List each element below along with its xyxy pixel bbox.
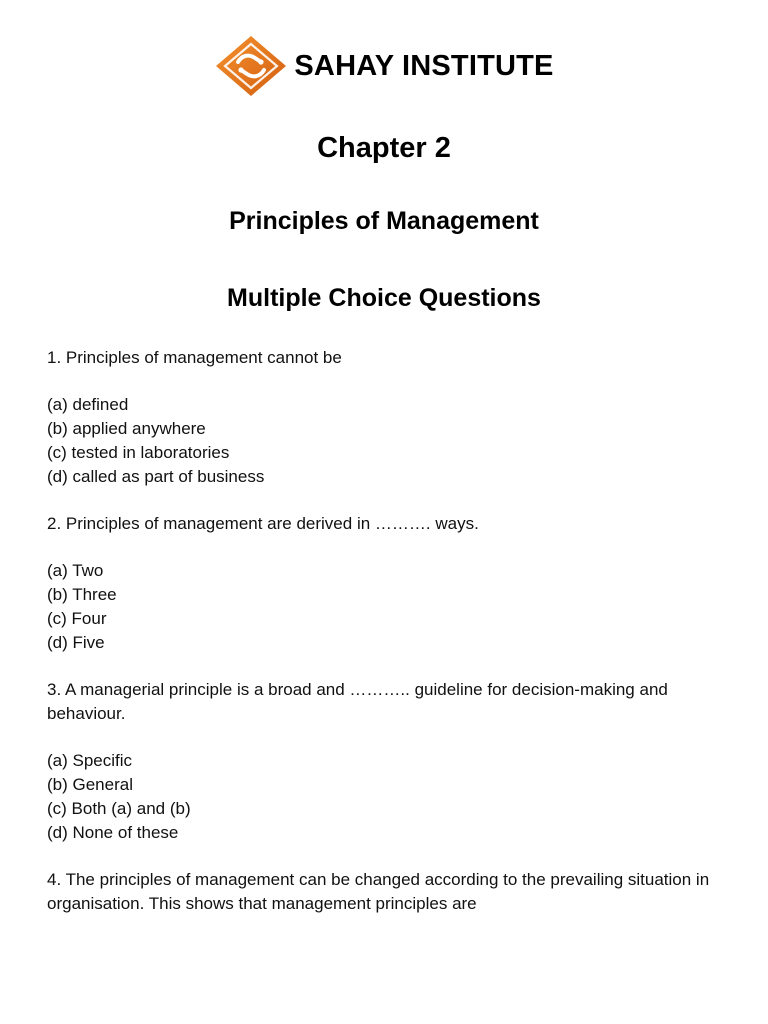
question-text: 2. Principles of management are derived in ………. ways. bbox=[47, 514, 479, 533]
page-header bbox=[0, 34, 768, 98]
option-list bbox=[47, 749, 727, 845]
chapter-title: Chapter 2 bbox=[317, 132, 451, 164]
option-item: (c) Both (a) and (b) bbox=[47, 799, 191, 818]
option-item: (c) Four bbox=[47, 609, 107, 628]
option-item: (d) None of these bbox=[47, 823, 179, 842]
section-title: Multiple Choice Questions bbox=[227, 284, 541, 312]
diamond-handshake-logo-icon bbox=[214, 34, 288, 98]
question-text: 1. Principles of management cannot be bbox=[47, 348, 342, 367]
question-text: 3. A managerial principle is a broad and ……….. guideline for decision-making and behaviour. bbox=[47, 680, 668, 723]
option-item: (a) Two bbox=[47, 561, 104, 580]
option-item: (d) called as part of business bbox=[47, 467, 265, 486]
question-item bbox=[47, 678, 727, 845]
option-item: (b) applied anywhere bbox=[47, 419, 206, 438]
question-item bbox=[47, 346, 727, 489]
option-list bbox=[47, 393, 727, 489]
option-item: (d) Five bbox=[47, 633, 105, 652]
subject-title: Principles of Management bbox=[229, 207, 539, 235]
institute-name: SAHAY INSTITUTE bbox=[294, 49, 554, 82]
question-list bbox=[47, 346, 727, 939]
option-list bbox=[47, 559, 727, 655]
option-item: (a) defined bbox=[47, 395, 129, 414]
option-item: (c) tested in laboratories bbox=[47, 443, 230, 462]
option-item: (a) Specific bbox=[47, 751, 133, 770]
question-item bbox=[47, 868, 727, 916]
question-item bbox=[47, 512, 727, 655]
question-text: 4. The principles of management can be changed according to the prevailing situation in organisation. This shows that management principles are bbox=[47, 870, 710, 913]
option-item: (b) Three bbox=[47, 585, 117, 604]
option-item: (b) General bbox=[47, 775, 133, 794]
